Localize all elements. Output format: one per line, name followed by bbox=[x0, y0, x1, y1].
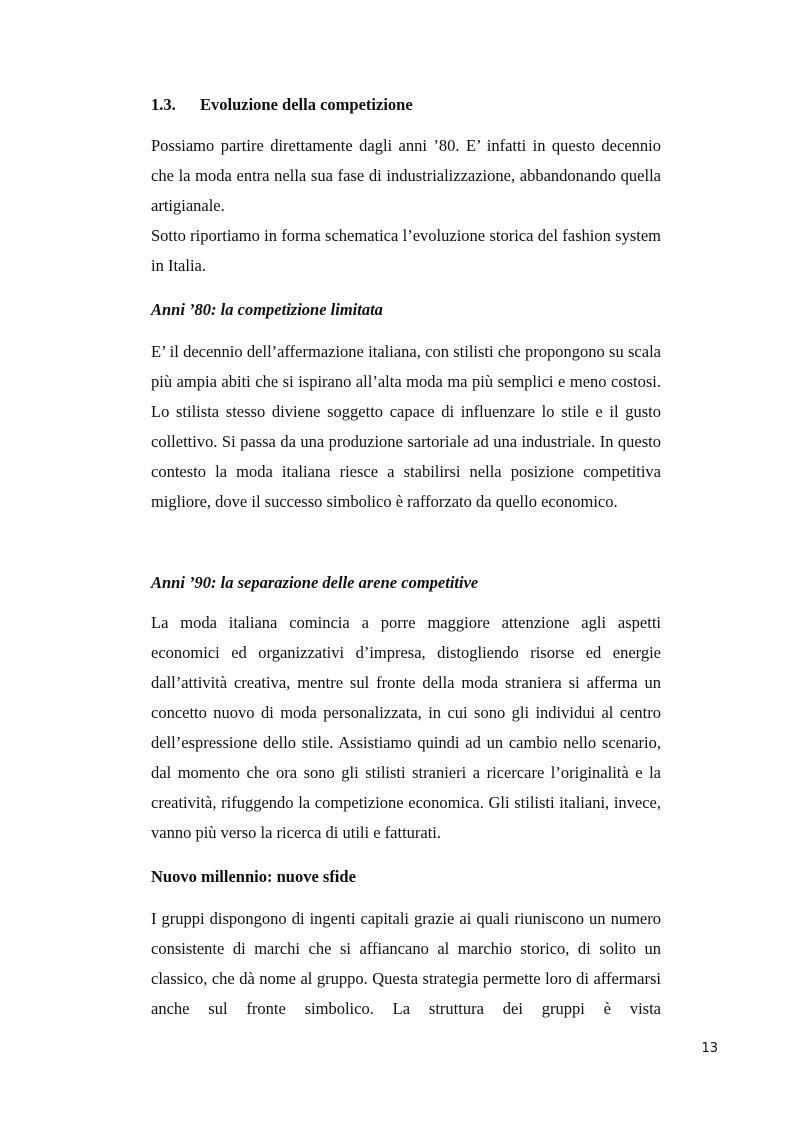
section-number: 1.3. bbox=[151, 95, 176, 114]
period-2-block bbox=[151, 608, 661, 848]
period-2-body: La moda italiana comincia a porre maggiore attenzione agli aspetti economici ed organizzativi d’impresa, distogliendo risorse ed energie dall’attività creativa, mentre sul fronte della moda straniera si afferma un concetto nuovo di moda personalizzata, in cui sono gli individui al centro dell’espressione dello stile. Assistiamo quindi ad un cambio nello scenario, dal momento che ora sono gli stilisti stranieri a ricercare l’originalità e la creatività, rifuggendo la competizione economica. Gli stilisti italiani, invece, vanno più verso la ricerca di utili e fatturati. bbox=[151, 613, 661, 842]
period-1-body: E’ il decennio dell’affermazione italiana, con stilisti che propongono su scala più ampia abiti che si ispirano all’alta moda ma più semplici e meno costosi. Lo stilista stesso diviene soggetto capace di influenzare lo stile e il gusto collettivo. Si passa da una produzione sartoriale ad una industriale. In questo contesto la moda italiana riesce a stabilirsi nella posizione competitiva migliore, dove il successo simbolico è rafforzato da quello economico. bbox=[151, 342, 661, 511]
period-3-block bbox=[151, 904, 661, 1024]
period-1-block bbox=[151, 337, 661, 517]
intro-block bbox=[151, 131, 661, 281]
page-number: 13 bbox=[701, 1041, 718, 1056]
intro-paragraph-1: Possiamo partire direttamente dagli anni ’80. E’ infatti in questo decennio che la moda entra nella sua fase di industrializzazione, abbandonando quella artigianale. bbox=[151, 136, 661, 215]
intro-paragraph-2: Sotto riportiamo in forma schematica l’evoluzione storica del fashion system in Italia. bbox=[151, 226, 661, 275]
period-3-body: I gruppi dispongono di ingenti capitali grazie ai quali riuniscono un numero consistente di marchi che si affiancano al marchio storico, di solito un classico, che dà nome al gruppo. Questa strategia permette loro di affermarsi anche sul fronte simbolico. La struttura dei gruppi è vista bbox=[151, 909, 661, 1018]
period-2-heading: Anni ’90: la separazione delle arene competitive bbox=[151, 573, 479, 592]
section-title: Evoluzione della competizione bbox=[200, 95, 413, 114]
period-3-heading: Nuovo millennio: nuove sfide bbox=[151, 867, 356, 886]
period-1-heading: Anni ’80: la competizione limitata bbox=[151, 300, 383, 319]
